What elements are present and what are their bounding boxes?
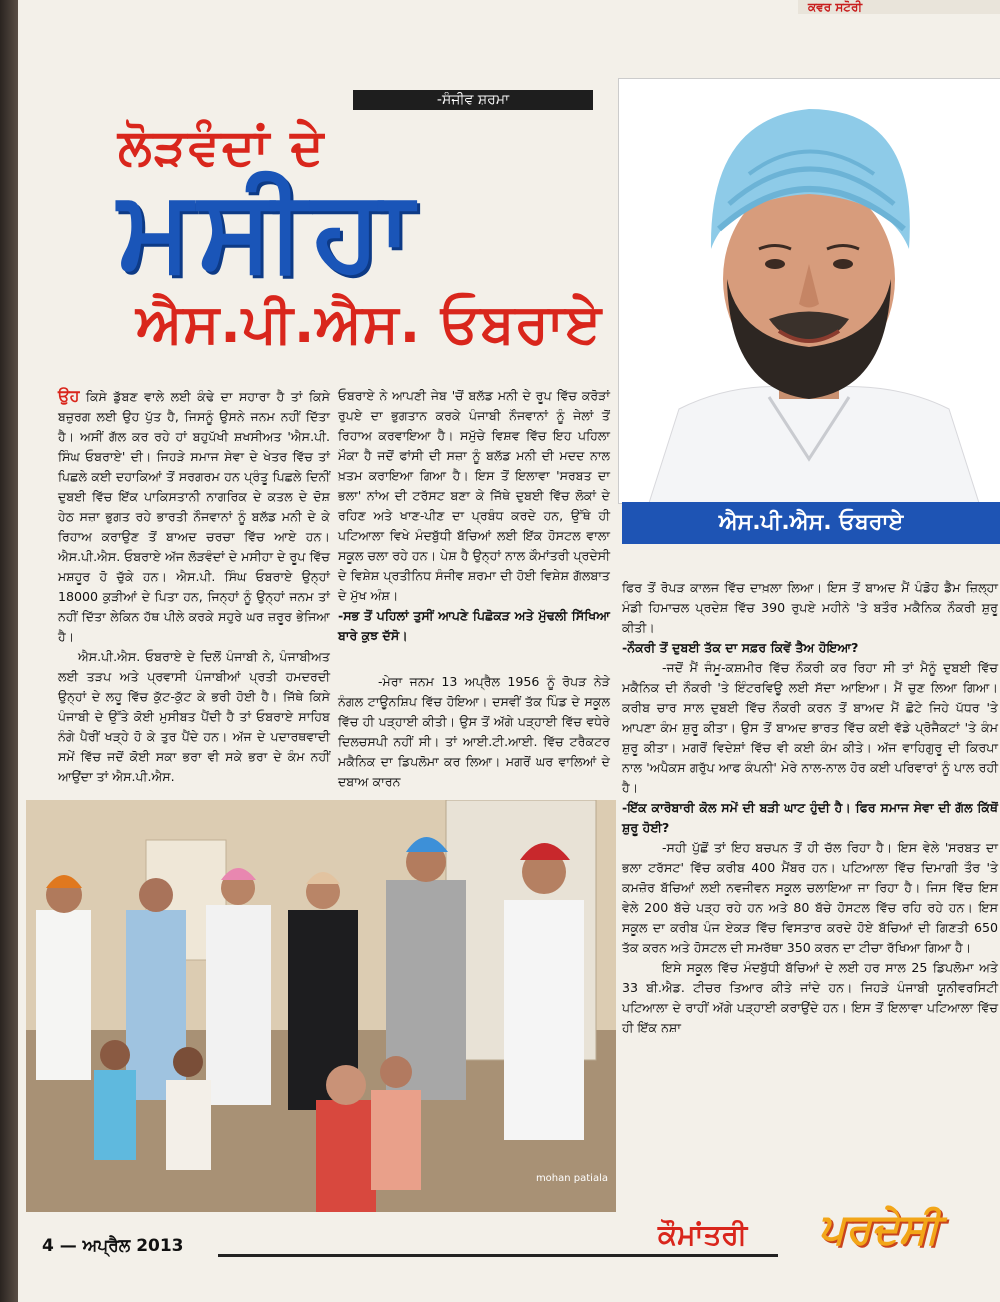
group-photo-illustration (26, 800, 616, 1212)
magazine-page (18, 0, 1000, 1302)
magazine-name-part-1: ਕੌਮਾਂਤਰੀ (658, 1218, 748, 1251)
article-column-1 (58, 386, 330, 787)
portrait-caption: ਐਸ.ਪੀ.ਐਸ. ਓਬਰਾਏ (622, 502, 1000, 544)
group-photo (26, 800, 616, 1212)
paragraph (58, 647, 330, 787)
headline-line-1: ਲੋੜਵੰਦਾਂ ਦੇ (118, 118, 326, 176)
drop-lead: ਉਹ (58, 386, 80, 405)
paragraph: ਇਸੇ ਸਕੂਲ ਵਿੱਚ ਮੰਦਬੁੱਧੀ ਬੱਚਿਆਂ ਦੇ ਲਈ ਹਰ ਸਾਲ 25 ਡਿਪਲੋਮਾ ਅਤੇ 33 ਬੀ.ਐਡ. ਟੀਚਰ ਤਿਆਰ ਕੀਤੇ ਜਾਂਦੇ ਹਨ। ਜਿਹੜੇ ਪੰਜਾਬੀ ਯੂਨੀਵਰਸਿਟੀ ਪਟਿਆਲਾ ਦੇ ਰਾਹੀਂ ਅੱਗੇ ਪੜ੍ਹਾਈ ਕਰਾਉਂਦੇ ਹਨ। ਇਸ ਤੋਂ ਇਲਾਵਾ ਪਟਿਆਲਾ ਵਿੱਚ ਹੀ ਇੱਕ ਨਸ਼ਾ (622, 960, 998, 1035)
article-column-2 (338, 386, 610, 646)
interview-question: -ਨੌਕਰੀ ਤੋਂ ਦੁਬਈ ਤੱਕ ਦਾ ਸਫ਼ਰ ਕਿਵੇਂ ਤੈਅ ਹੋਇਆ? (622, 640, 859, 655)
page-binding-edge (0, 0, 18, 1302)
author-byline: -ਸੰਜੀਵ ਸ਼ਰਮਾ (353, 90, 593, 110)
headline-line-3: ਐਸ.ਪੀ.ਐਸ. ਓਬਰਾਏ (136, 292, 603, 355)
portrait-photo (618, 78, 1000, 504)
paragraph (58, 386, 330, 647)
paragraph-text: ਓਬਰਾਏ ਨੇ ਆਪਣੀ ਜੇਬ 'ਚੋਂ ਬਲੱਡ ਮਨੀ ਦੇ ਰੂਪ ਵਿੱਚ ਕਰੋੜਾਂ ਰੁਪਏ ਦਾ ਭੁਗਤਾਨ ਕਰਕੇ ਪੰਜਾਬੀ ਨੌਜਵਾਨਾਂ ਨੂੰ ਜੇਲਾਂ ਤੋਂ ਰਿਹਾਅ ਕਰਵਾਇਆ ਹੈ। ਸਮੁੱਚੇ ਵਿਸ਼ਵ ਵਿੱਚ ਇਹ ਪਹਿਲਾ ਮੌਕਾ ਹੈ ਜਦੋਂ ਫਾਂਸੀ ਦੀ ਸਜ਼ਾ ਨੂੰ ਬਲੱਡ ਮਨੀ ਦੀ ਮਦਦ ਨਾਲ ਖ਼ਤਮ ਕਰਾਇਆ ਗਿਆ ਹੈ। ਇਸ ਤੋਂ ਇਲਾਵਾ 'ਸਰਬਤ ਦਾ ਭਲਾ' ਨਾਂਅ ਦੀ ਟਰੱਸਟ ਬਣਾ ਕੇ ਜਿੱਥੇ ਦੁਬਈ ਵਿੱਚ ਲੋਕਾਂ ਦੇ ਰਹਿਣ ਅਤੇ ਖਾਣ-ਪੀਣ ਦਾ ਪ੍ਰਬੰਧ ਕਰਦੇ ਹਨ, ਉੱਥੇ ਹੀ ਪਟਿਆਲਾ ਵਿਖੇ ਮੰਦਬੁੱਧੀ ਬੱਚਿਆਂ ਲਈ ਇੱਕ ਹੋਸਟਲ ਵਾਲਾ ਸਕੂਲ ਚਲਾ ਰਹੇ ਹਨ। ਪੇਸ਼ ਹੈ ਉਨ੍ਹਾਂ ਨਾਲ ਕੌਮਾਂਤਰੀ ਪ੍ਰਦੇਸੀ ਦੇ ਵਿਸ਼ੇਸ਼ ਪ੍ਰਤੀਨਿਧ ਸੰਜੀਵ ਸ਼ਰਮਾ ਦੀ ਹੋਈ ਵਿਸ਼ੇਸ਼ ਗੱਲਬਾਤ ਦੇ ਮੁੱਖ ਅੰਸ਼। (338, 388, 610, 603)
paragraph: ਫਿਰ ਤੋਂ ਰੋਪੜ ਕਾਲਜ ਵਿੱਚ ਦਾਖ਼ਲਾ ਲਿਆ। ਇਸ ਤੋਂ ਬਾਅਦ ਮੈਂ ਪੰਡੋਹ ਡੈਮ ਜ਼ਿਲ੍ਹਾ ਮੰਡੀ ਹਿਮਾਚਲ ਪ੍ਰਦੇਸ਼ ਵਿੱਚ 390 ਰੁਪਏ ਮਹੀਨੇ 'ਤੇ ਬਤੌਰ ਮਕੈਨਿਕ ਨੌਕਰੀ ਸ਼ੁਰੂ ਕੀਤੀ। (622, 580, 998, 635)
paragraph: -ਜਦੋਂ ਮੈਂ ਜੰਮੂ-ਕਸ਼ਮੀਰ ਵਿੱਚ ਨੌਕਰੀ ਕਰ ਰਿਹਾ ਸੀ ਤਾਂ ਮੈਨੂੰ ਦੁਬਈ ਵਿੱਚ ਮਕੈਨਿਕ ਦੀ ਨੌਕਰੀ 'ਤੇ ਇੰਟਰਵਿਊ ਲਈ ਸੱਦਾ ਆਇਆ। ਮੈਂ ਚੁਣ ਲਿਆ ਗਿਆ। ਕਰੀਬ ਚਾਰ ਸਾਲ ਦੁਬਈ ਵਿੱਚ ਨੌਕਰੀ ਕਰਨ ਤੋਂ ਬਾਅਦ ਮੈਂ ਛੋਟੇ ਜਿਹੇ ਪੱਧਰ 'ਤੇ ਆਪਣਾ ਕੰਮ ਸ਼ੁਰੂ ਕੀਤਾ। ਉਸ ਤੋਂ ਬਾਅਦ ਭਾਰਤ ਵਿੱਚ ਕਈ ਵੱਡੇ ਪ੍ਰੋਜੈਕਟਾਂ 'ਤੇ ਕੰਮ ਸ਼ੁਰੂ ਕੀਤਾ। ਮਗਰੋਂ ਵਿਦੇਸ਼ਾਂ ਵਿੱਚ ਵੀ ਕਈ ਕੰਮ ਕੀਤੇ। ਅੱਜ ਵਾਹਿਗੁਰੂ ਦੀ ਕਿਰਪਾ ਨਾਲ 'ਅਪੈਕਸ ਗਰੁੱਪ ਆਫ ਕੰਪਨੀ' ਮੇਰੇ ਨਾਲ-ਨਾਲ ਹੋਰ ਕਈ ਪਰਿਵਾਰਾਂ ਨੂੰ ਪਾਲ ਰਹੀ ਹੈ। (622, 660, 998, 795)
paragraph: -ਸਹੀ ਪੁੱਛੋਂ ਤਾਂ ਇਹ ਬਚਪਨ ਤੋਂ ਹੀ ਚੱਲ ਰਿਹਾ ਹੈ। ਇਸ ਵੇਲੇ 'ਸਰਬਤ ਦਾ ਭਲਾ ਟਰੱਸਟ' ਵਿੱਚ ਕਰੀਬ 400 ਮੈਂਬਰ ਹਨ। ਪਟਿਆਲਾ ਵਿੱਚ ਦਿਮਾਗੀ ਤੌਰ 'ਤੇ ਕਮਜ਼ੋਰ ਬੱਚਿਆਂ ਲਈ ਨਵਜੀਵਨ ਸਕੂਲ ਚਲਾਇਆ ਜਾ ਰਿਹਾ ਹੈ। ਜਿਸ ਵਿੱਚ ਇਸ ਵੇਲੇ 200 ਬੱਚੇ ਪੜ੍ਹ ਰਹੇ ਹਨ ਅਤੇ 80 ਬੱਚੇ ਹੋਸਟਲ ਵਿੱਚ ਰਹਿ ਰਹੇ ਹਨ। ਇਸ ਸਕੂਲ ਦਾ ਕਰੀਬ ਪੰਜ ਏਕੜ ਵਿੱਚ ਵਿਸਤਾਰ ਕਰਦੇ ਹੋਏ ਬੱਚਿਆਂ ਦੀ ਗਿਣਤੀ 650 ਤੱਕ ਕਰਨ ਅਤੇ ਹੋਸਟਲ ਦੀ ਸਮਰੱਥਾ 350 ਕਰਨ ਦਾ ਟੀਚਾ ਰੱਖਿਆ ਗਿਆ ਹੈ। (622, 840, 998, 955)
interview-question: -ਇੱਕ ਕਾਰੋਬਾਰੀ ਕੋਲ ਸਮੇਂ ਦੀ ਬੜੀ ਘਾਟ ਹੁੰਦੀ ਹੈ। ਫਿਰ ਸਮਾਜ ਸੇਵਾ ਦੀ ਗੱਲ ਕਿੱਥੋਂ ਸ਼ੁਰੂ ਹੋਈ? (622, 800, 998, 835)
section-label: ਕਵਰ ਸਟੋਰੀ (798, 0, 1000, 14)
interview-question: -ਸਭ ਤੋਂ ਪਹਿਲਾਂ ਤੁਸੀਂ ਆਪਣੇ ਪਿਛੋਕੜ ਅਤੇ ਮੁੱਢਲੀ ਸਿੱਖਿਆ ਬਾਰੇ ਕੁਝ ਦੱਸੋ। (338, 608, 610, 643)
article-column-2-continued (338, 672, 610, 792)
paragraph-text: ਐਸ.ਪੀ.ਐਸ. ਓਬਰਾਏ ਦੇ ਦਿਲੋਂ ਪੰਜਾਬੀ ਨੇ, ਪੰਜਾਬੀਅਤ ਲਈ ਤੜਪ ਅਤੇ ਪ੍ਰਵਾਸੀ ਪੰਜਾਬੀਆਂ ਪ੍ਰਤੀ ਹਮਦਰਦੀ ਉਨ੍ਹਾਂ ਦੇ ਲਹੂ ਵਿੱਚ ਕੁੱਟ-ਕੁੱਟ ਕੇ ਭਰੀ ਹੋਈ ਹੈ। ਜਿੱਥੇ ਕਿਸੇ ਪੰਜਾਬੀ ਦੇ ਉੱਤੇ ਕੋਈ ਮੁਸੀਬਤ ਪੈਂਦੀ ਹੈ ਤਾਂ ਓਬਰਾਏ ਸਾਹਿਬ ਨੰਗੇ ਪੈਰੀਂ ਖੜ੍ਹੇ ਹੋ ਕੇ ਤੁਰ ਪੈਂਦੇ ਹਨ। ਅੱਜ ਦੇ ਪਦਾਰਥਵਾਦੀ ਸਮੇਂ ਵਿੱਚ ਜਦੋਂ ਕੋਈ ਸਕਾ ਭਰਾ ਵੀ ਸਕੇ ਭਰਾ ਦੇ ਕੰਮ ਨਹੀਂ ਆਉਂਦਾ ਤਾਂ ਐਸ.ਪੀ.ਐਸ. (58, 649, 330, 784)
article-column-3 (622, 578, 998, 1038)
paragraph-text: ਕਿਸੇ ਡੁੱਬਣ ਵਾਲੇ ਲਈ ਕੰਢੇ ਦਾ ਸਹਾਰਾ ਹੈ ਤਾਂ ਕਿਸੇ ਬਜ਼ੁਰਗ ਲਈ ਉਹ ਪੁੱਤ ਹੈ, ਜਿਸਨੂੰ ਉਸਨੇ ਜਨਮ ਨਹੀਂ ਦਿੱਤਾ ਹੈ। ਅਸੀਂ ਗੱਲ ਕਰ ਰਹੇ ਹਾਂ ਬਹੁਪੱਖੀ ਸ਼ਖਸੀਅਤ 'ਐਸ.ਪੀ. ਸਿੰਘ ਓਬਰਾਏ' ਦੀ। ਜਿਹੜੇ ਸਮਾਜ ਸੇਵਾ ਦੇ ਖੇਤਰ ਵਿੱਚ ਤਾਂ ਪਿਛਲੇ ਕਈ ਦਹਾਕਿਆਂ ਤੋਂ ਸਰਗਰਮ ਹਨ ਪ੍ਰੰਤੂ ਪਿਛਲੇ ਦਿਨੀਂ ਦੁਬਈ ਵਿੱਚ ਇੱਕ ਪਾਕਿਸਤਾਨੀ ਨਾਗਰਿਕ ਦੇ ਕਤਲ ਦੇ ਦੋਸ਼ ਹੇਠ ਸਜ਼ਾ ਭੁਗਤ ਰਹੇ ਭਾਰਤੀ ਨੌਜਵਾਨਾਂ ਨੂੰ ਬਲੱਡ ਮਨੀ ਦੇ ਕੇ ਰਿਹਾਅ ਕਰਾਉਣ ਤੋਂ ਬਾਅਦ ਚਰਚਾ ਵਿੱਚ ਆਏ ਹਨ। ਐਸ.ਪੀ.ਐਸ. ਓਬਰਾਏ ਅੱਜ ਲੋੜਵੰਦਾਂ ਦੇ ਮਸੀਹਾ ਦੇ ਰੂਪ ਵਿੱਚ ਮਸ਼ਹੂਰ ਹੋ ਚੁੱਕੇ ਹਨ। ਐਸ.ਪੀ. ਸਿੰਘ ਓਬਰਾਏ ਉਨ੍ਹਾਂ 18000 ਕੁੜੀਆਂ ਦੇ ਪਿਤਾ ਹਨ, ਜਿਨ੍ਹਾਂ ਨੂੰ ਉਨ੍ਹਾਂ ਜਨਮ ਤਾਂ ਨਹੀਂ ਦਿੱਤਾ ਲੇਕਿਨ ਹੱਥ ਪੀਲੇ ਕਰਕੇ ਸਹੁਰੇ ਘਰ ਜ਼ਰੂਰ ਭੇਜਿਆ ਹੈ। (58, 389, 330, 644)
photo-credit: mohan patiala (535, 1173, 608, 1184)
portrait-illustration (619, 79, 1000, 503)
page-number-date: 4 — ਅਪ੍ਰੈਲ 2013 (42, 1236, 184, 1256)
headline-line-2: ਮਸੀਹਾ (118, 165, 419, 295)
paragraph (338, 672, 610, 792)
paragraph (338, 386, 610, 606)
magazine-name-part-2: ਪਰਦੇਸੀ (818, 1204, 940, 1253)
paragraph-text: -ਮੇਰਾ ਜਨਮ 13 ਅਪ੍ਰੈਲ 1956 ਨੂੰ ਰੋਪੜ ਨੇੜੇ ਨੰਗਲ ਟਾਊਨਸ਼ਿਪ ਵਿੱਚ ਹੋਇਆ। ਦਸਵੀਂ ਤੱਕ ਪਿੰਡ ਦੇ ਸਕੂਲ ਵਿੱਚ ਹੀ ਪੜ੍ਹਾਈ ਕੀਤੀ। ਉਸ ਤੋਂ ਅੱਗੇ ਪੜ੍ਹਾਈ ਵਿੱਚ ਵਧੇਰੇ ਦਿਲਚਸਪੀ ਨਹੀਂ ਸੀ। ਤਾਂ ਆਈ.ਟੀ.ਆਈ. ਵਿੱਚ ਟਰੈਕਟਰ ਮਕੈਨਿਕ ਦਾ ਡਿਪਲੋਮਾ ਕਰ ਲਿਆ। ਮਗਰੋਂ ਘਰ ਵਾਲਿਆਂ ਦੇ ਦਬਾਅ ਕਾਰਨ (338, 674, 610, 789)
footer-divider (218, 1254, 778, 1257)
